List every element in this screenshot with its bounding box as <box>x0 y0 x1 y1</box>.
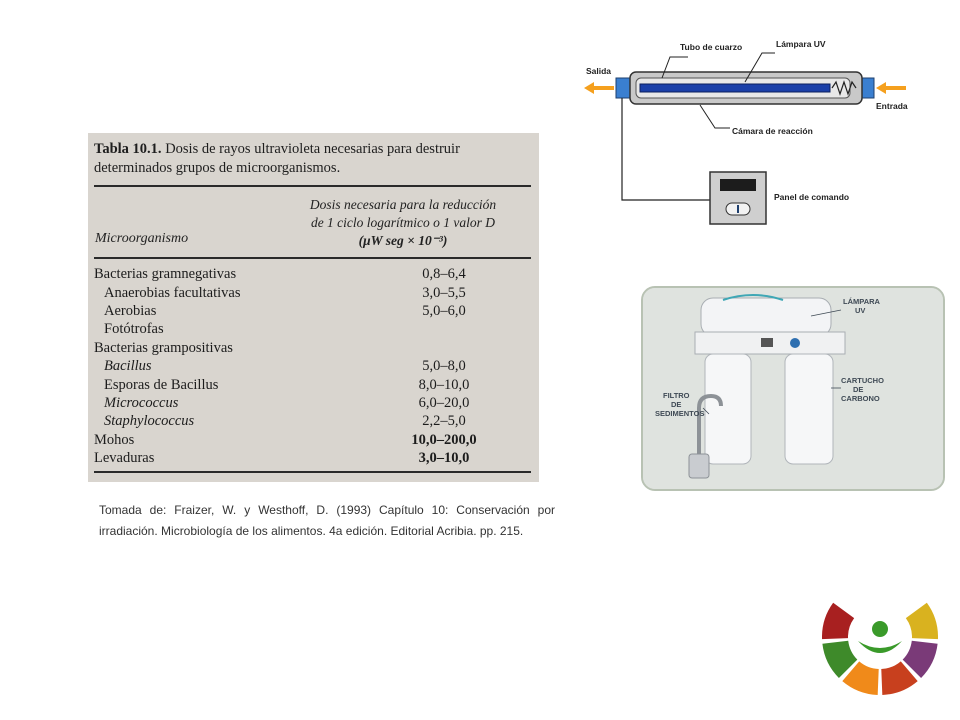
control-cable <box>622 98 710 200</box>
uv-reactor-diagram <box>570 20 950 235</box>
table-top-rule <box>94 185 531 187</box>
dose-column-header <box>278 196 528 250</box>
table-row <box>94 283 539 301</box>
brand-badge <box>790 338 800 348</box>
table-row <box>94 375 539 393</box>
outlet-label: Salida <box>586 66 612 76</box>
dose-cell <box>349 339 539 357</box>
dose-cell: 10,0–200,0 <box>411 431 477 448</box>
table-row <box>94 265 539 283</box>
photo-sediment-label-1: FILTRO <box>663 391 690 400</box>
organism-cell: Bacterias gramnegativas <box>94 266 237 283</box>
table-caption-text: Dosis de rayos ultravioleta necesarias para destruir determinados grupos de microorganismos. <box>94 141 460 176</box>
organism-cell: Bacillus <box>104 358 152 375</box>
organism-column-header: Microorganismo <box>95 231 189 246</box>
photo-uv-lamp-label-1: LÁMPARA <box>843 297 880 306</box>
outlet-connector <box>616 78 630 98</box>
inlet-arrow-icon <box>876 82 906 94</box>
table-row <box>94 412 539 430</box>
uv-lamp-label: Lámpara UV <box>776 39 826 49</box>
dose-cell: 6,0–20,0 <box>418 394 470 411</box>
photo-carbon-label-1: CARTUCHO <box>841 376 884 385</box>
table-row <box>94 431 539 449</box>
organism-cell: Anaerobias facultativas <box>104 284 241 301</box>
dose-cell: 8,0–10,0 <box>418 376 470 393</box>
inlet-connector <box>862 78 874 98</box>
table-row <box>94 339 539 357</box>
table-row <box>94 394 539 412</box>
organism-cell: Staphylococcus <box>104 413 195 430</box>
control-panel <box>710 172 766 224</box>
photo-sediment-label-3: SEDIMENTOS <box>655 409 705 418</box>
photo-carbon-label-3: CARBONO <box>841 394 880 403</box>
uv-dose-table-scan <box>88 133 539 482</box>
organism-cell: Micrococcus <box>104 394 179 411</box>
photo-uv-lamp-label-2: UV <box>855 306 866 315</box>
photo-carbon-label-2: DE <box>853 385 864 394</box>
quartz-tube-label: Tubo de cuarzo <box>680 42 743 52</box>
uv-lamp <box>640 84 830 92</box>
dose-header-line-1: Dosis necesaria para la reducción <box>309 197 497 212</box>
reaction-chamber-label: Cámara de reacción <box>732 126 813 136</box>
food-irradiation-logo-icon <box>818 575 942 699</box>
table-row <box>94 357 539 375</box>
dose-header-line-3: (μW seg × 10⁻³) <box>358 233 448 248</box>
outlet-arrow-icon <box>584 82 614 94</box>
organism-cell: Esporas de Bacillus <box>104 376 219 393</box>
table-citation: Tomada de: Fraizer, W. y Westhoff, D. (1993) Capítulo 10: Conservación por irradiación. Microbiología de los alimentos. 4a edición. Editorial Acribia. pp. 215. <box>99 503 555 538</box>
water-filter-photo <box>641 286 945 491</box>
dose-cell: 3,0–10,0 <box>418 450 470 467</box>
table-bottom-rule <box>94 471 531 473</box>
dose-cell <box>349 320 539 338</box>
carbon-cartridge-housing <box>785 354 833 464</box>
logo-dot-icon <box>872 621 888 637</box>
organism-cell: Fotótrofas <box>104 321 164 338</box>
table-caption <box>94 140 534 178</box>
organism-cell: Bacterias grampositivas <box>94 339 233 356</box>
organism-cell: Mohos <box>94 431 135 448</box>
dose-cell: 5,0–6,0 <box>422 302 466 319</box>
dose-header-line-2: de 1 ciclo logarítmico o 1 valor D <box>310 215 496 230</box>
dose-table <box>94 265 539 467</box>
table-row <box>94 449 539 467</box>
sediment-filter-housing <box>705 354 751 464</box>
photo-sediment-label-2: DE <box>671 400 682 409</box>
dose-cell: 5,0–8,0 <box>422 358 466 375</box>
inlet-label: Entrada <box>876 101 908 111</box>
dose-cell: 0,8–6,4 <box>422 266 466 283</box>
dose-cell: 2,2–5,0 <box>422 413 466 430</box>
dose-cell: 3,0–5,5 <box>422 284 466 301</box>
organism-cell: Aerobias <box>104 302 157 319</box>
uv-lamp-housing <box>701 298 831 336</box>
control-panel-label: Panel de comando <box>774 192 850 202</box>
organism-cell: Levaduras <box>94 450 155 467</box>
table-caption-number: Tabla 10.1. <box>94 141 162 157</box>
table-row <box>94 320 539 338</box>
table-header-rule <box>94 257 531 259</box>
table-row <box>94 302 539 320</box>
